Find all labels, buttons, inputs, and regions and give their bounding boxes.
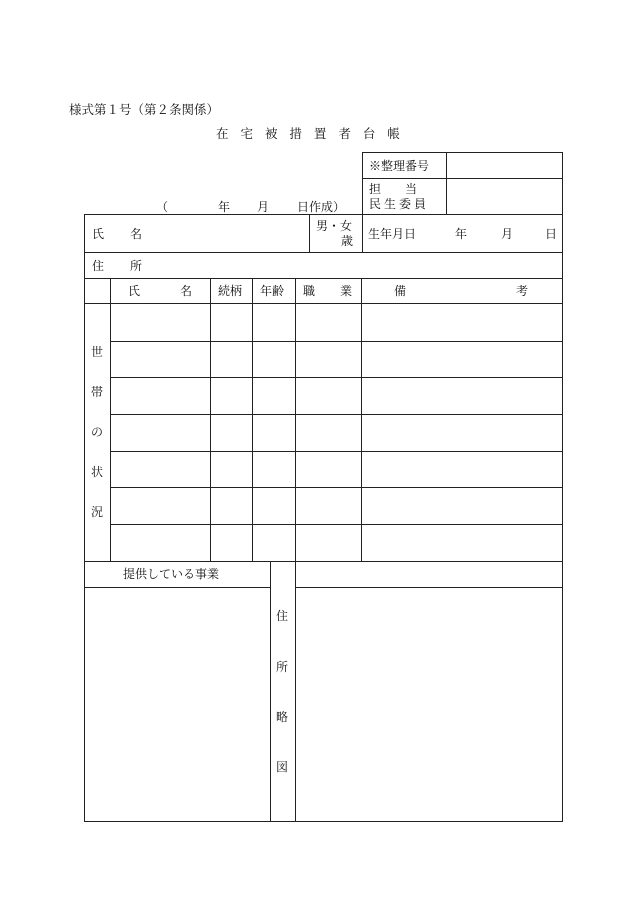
household-row[interactable]: [112, 489, 561, 522]
map-label-char-1: 住: [276, 609, 289, 623]
map-label-char-2: 所: [276, 660, 289, 674]
household-header-name-2: 名: [180, 284, 193, 298]
address-label-2: 所: [130, 259, 143, 273]
date-year-label: 年: [218, 200, 231, 214]
household-header-age: 年齢: [260, 284, 285, 298]
name-label-2: 名: [130, 227, 143, 241]
welfare-commissioner-label-line1: 担 当: [369, 182, 418, 196]
household-row[interactable]: [112, 305, 561, 339]
date-open-paren: （: [156, 200, 169, 214]
household-header-name-1: 氏: [128, 284, 141, 298]
registration-number-label: ※整理番号: [369, 159, 430, 173]
form-number: 様式第１号（第２条関係）: [69, 102, 220, 117]
birthdate-label: 生年月日: [368, 227, 417, 241]
services-provided-field[interactable]: [86, 589, 268, 819]
services-provided-label: 提供している事業: [123, 567, 220, 581]
household-label-char-2: 帯: [91, 385, 104, 399]
age-label: 歳: [341, 234, 354, 248]
household-header-remarks-2: 考: [516, 284, 529, 298]
household-row[interactable]: [112, 379, 561, 412]
date-month-label: 月: [257, 200, 270, 214]
household-label-char-5: 況: [91, 505, 104, 519]
registration-number-field[interactable]: [450, 157, 558, 175]
household-header-job-1: 職: [303, 284, 316, 298]
birth-day-label: 日: [545, 227, 558, 241]
form-title: 在 宅 被 措 置 者 台 帳: [216, 126, 404, 141]
household-header-relation: 続柄: [218, 284, 243, 298]
name-field[interactable]: [150, 218, 305, 248]
household-label-char-3: の: [91, 425, 104, 439]
name-label-1: 氏: [92, 227, 105, 241]
birth-month-label: 月: [501, 227, 514, 241]
address-label-1: 住: [92, 259, 105, 273]
address-map-field[interactable]: [297, 589, 561, 819]
welfare-commissioner-label-line2: 民生委員: [369, 197, 430, 211]
household-header-job-2: 業: [340, 284, 353, 298]
household-row[interactable]: [112, 416, 561, 449]
household-header-remarks-1: 備: [394, 284, 407, 298]
household-row[interactable]: [112, 453, 561, 485]
household-row[interactable]: [112, 343, 561, 375]
map-label-char-3: 略: [276, 710, 289, 724]
date-created-label: 日作成）: [297, 200, 346, 214]
gender-options[interactable]: 男・女: [316, 219, 353, 233]
welfare-commissioner-field[interactable]: [450, 182, 558, 210]
map-label-char-4: 図: [276, 760, 289, 774]
address-field[interactable]: [150, 256, 558, 276]
household-label-char-1: 世: [91, 345, 104, 359]
birth-year-label: 年: [455, 227, 468, 241]
household-row[interactable]: [112, 526, 561, 559]
household-label-char-4: 状: [91, 465, 104, 479]
